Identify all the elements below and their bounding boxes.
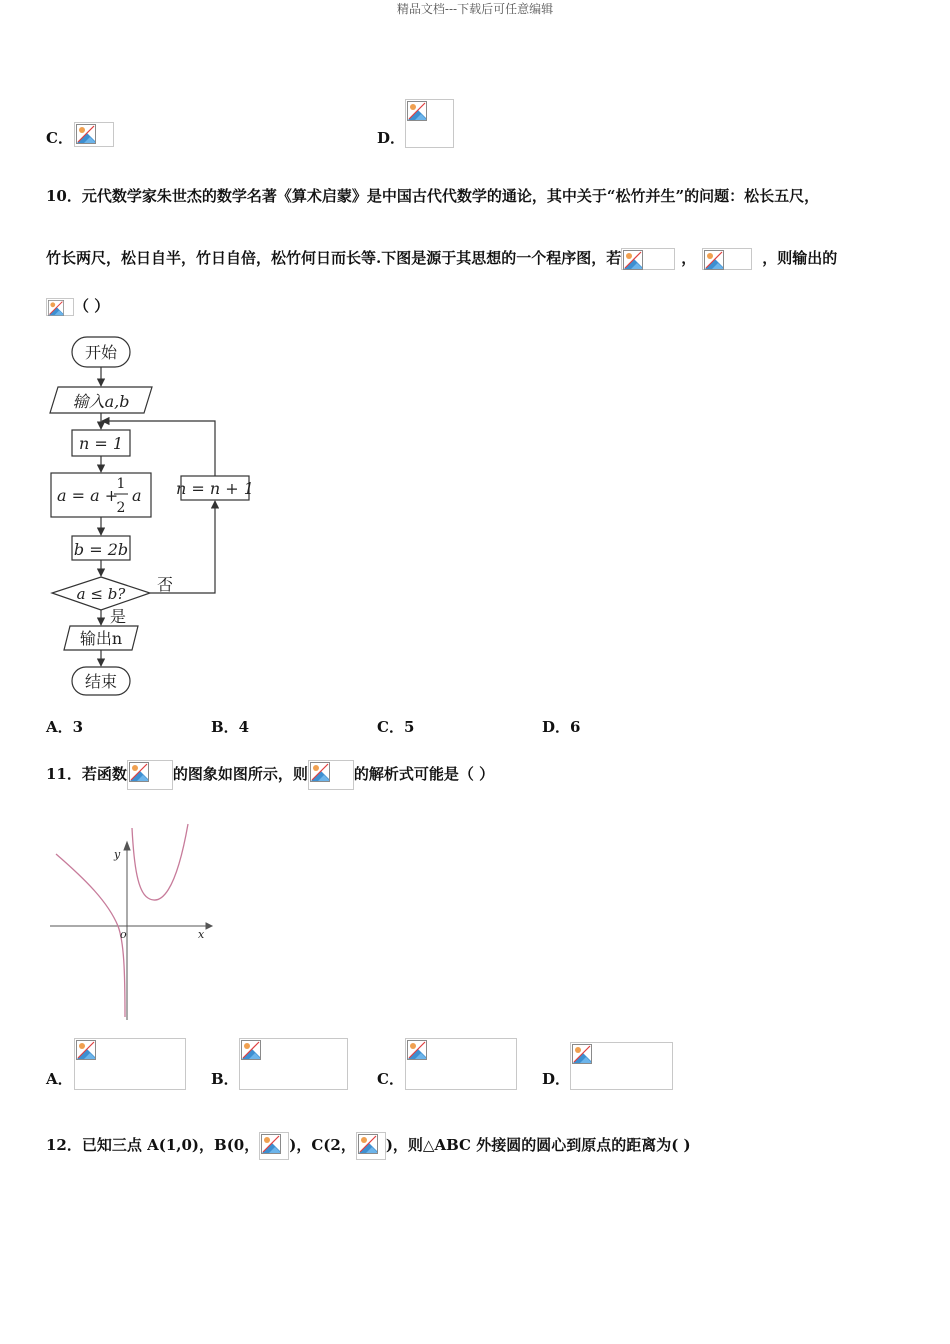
image-placeholder-icon [407,1040,427,1060]
curve-right-branch [132,824,188,900]
q10-line-3 [46,296,109,316]
flow-increment-text: n = n + 1 [176,479,254,498]
flow-yes-label: 是 [110,607,127,626]
q11-text-c: 的解析式可能是（ ） [353,765,495,783]
q11-line [46,760,494,790]
image-placeholder-icon [310,762,330,782]
q9-option-d-image [405,99,454,148]
y-axis-label: y [114,848,121,861]
q11-option-a-label: A． [46,1070,73,1088]
q9-option-c-label: C． [46,129,73,147]
flow-update-b-text: b = 2b [73,540,129,559]
q10-line-1: 10．元代数学家朱世杰的数学名著《算术启蒙》是中国古代代数学的通论，其中关于“松竹并生”的问题：松长五尺， [46,187,820,205]
q11-text-b: 的图象如图所示，则 [172,765,308,783]
flow-output-text: 输出n [79,629,123,648]
q10-flowchart [40,330,270,700]
q11-option-b-image [239,1038,348,1090]
curve-left-branch [56,854,125,1017]
flow-update-a-var: a [132,486,142,505]
flow-decision-text: a ≤ b? [76,585,126,603]
image-placeholder-icon [572,1044,592,1064]
y-axis-arrow [124,842,130,850]
image-placeholder-icon [358,1134,378,1154]
q10-option-b: B．4 [211,718,250,736]
image-placeholder-icon [129,762,149,782]
flow-end-text: 结束 [84,672,118,691]
image-placeholder-icon [407,101,427,121]
q10-option-c: C．5 [377,718,415,736]
image-placeholder-icon [48,300,64,316]
image-placeholder-icon [76,124,96,144]
q12-text-c: )，则△ABC 外接圆的圆心到原点的距离为( ) [385,1136,691,1154]
q11-option-c-image [405,1038,517,1090]
image-placeholder-icon [261,1134,281,1154]
q11-graph [46,822,216,1020]
q10-line-2-text-a: 竹长两尺，松日自半，竹日自倍，松竹何日而长等.下图是源于其思想的一个程序图，若 [46,249,622,267]
q9-option-d-label: D． [377,129,406,147]
flow-init-text: n = 1 [78,434,124,453]
page-header: 精品文档---下载后可任意编辑 [396,2,554,16]
q9-option-c-image [74,122,114,147]
origin-label: o [120,928,127,941]
q11-option-d-image [570,1042,673,1090]
flow-start-text: 开始 [84,343,118,362]
q12-text-a: 12．已知三点 A(1,0)，B(0， [46,1136,260,1154]
q11-option-b-label: B． [211,1070,239,1088]
x-axis-arrow [206,923,212,929]
image-placeholder-icon [76,1040,96,1060]
q10-line-2-text-c: ，则输出的 [762,249,838,267]
q11-function-image-2 [308,760,354,790]
flow-no-label: 否 [157,575,174,594]
image-placeholder-icon [623,250,643,270]
q10-formula-a-image [621,248,675,270]
flow-frac-num: 1 [116,476,126,492]
image-placeholder-icon [241,1040,261,1060]
q10-line-2-text-b: ， [681,249,697,267]
x-axis-label: x [198,928,205,941]
q12-b-coordinate-image [259,1132,289,1160]
q11-option-a-image [74,1038,186,1090]
flow-input-text: 输入a,b [72,392,130,411]
q10-formula-b-image [702,248,752,270]
q10-blank: （ ） [74,297,110,315]
q12-c-coordinate-image [356,1132,386,1160]
q11-option-d-label: D． [542,1070,571,1088]
q11-function-image [127,760,173,790]
q10-output-image [46,298,74,316]
flow-frac-den: 2 [116,500,126,516]
q10-line-2 [46,248,837,270]
q12-text-b: )，C(2， [289,1136,356,1154]
flow-update-a-text: a = a + [57,486,119,505]
q10-option-d: D．6 [542,718,581,736]
q11-text-a: 11．若函数 [46,765,127,783]
q10-option-a: A．3 [46,718,84,736]
q12-line [46,1132,691,1160]
q11-option-c-label: C． [377,1070,404,1088]
image-placeholder-icon [704,250,724,270]
